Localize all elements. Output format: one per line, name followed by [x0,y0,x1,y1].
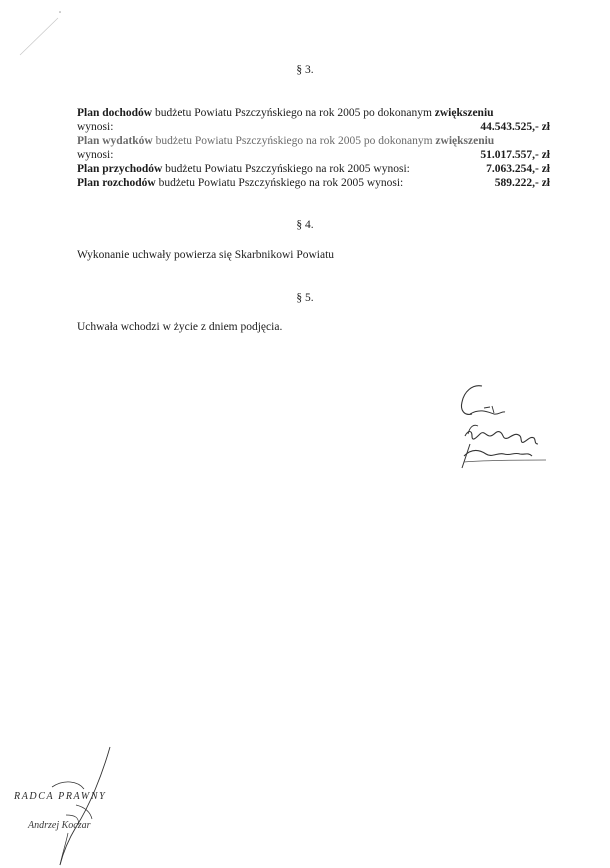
plan-wydatkow-amount-line [77,149,550,162]
plan-dochodow-amount-line [77,121,550,134]
scan-artifact-line [0,0,80,60]
wynosi-label: wynosi: [77,121,114,133]
plan-wydatkow-amount: 51.017.557,- zł [480,149,550,161]
plan-przychodow-line [77,163,550,176]
plan-rozchodow-amount: 589.222,- zł [494,177,550,189]
plan-rozchodow-text: budżetu Powiatu Pszczyńskiego na rok 2005 wynosi: [155,177,404,189]
plan-przychodow-text: budżetu Powiatu Pszczyńskiego na rok 2005 wynosi: [162,163,410,175]
plan-przychodow-amount: 7.063.254,- zł [486,163,550,175]
plan-dochodow-label: Plan dochodów [77,107,153,119]
stamp-name: Andrzej Koczar [28,820,91,831]
plan-wydatkow-line [77,135,550,148]
plan-dochodow-increase: zwiększeniu [434,107,494,119]
plan-dochodow-text: budżetu Powiatu Pszczyńskiego na rok 2005 po dokonanym [152,107,435,119]
plan-rozchodow-label: Plan rozchodów [77,177,156,189]
plan-dochodow-amount: 44.543.525,- zł [480,121,550,133]
handwritten-signature [450,378,560,478]
stamp-title: RADCA PRAWNY [14,791,107,802]
stamp-signature [20,745,130,868]
plan-wydatkow-text: budżetu Powiatu Pszczyńskiego na rok 2005 po dokonanym [152,135,436,147]
plan-przychodow-label: Plan przychodów [77,163,163,175]
section-5-text: Uchwała wchodzi w życie z dniem podjęcia. [77,321,283,333]
section-4-heading: § 4. [296,219,314,231]
section-4-text: Wykonanie uchwały powierza się Skarbnikowi Powiatu [77,249,335,261]
section-5-heading: § 5. [296,292,314,304]
plan-wydatkow-increase: zwiększeniu [435,135,495,147]
plan-dochodow-line [77,107,550,120]
section-3-heading: § 3. [296,64,314,76]
wynosi-label: wynosi: [77,149,114,161]
plan-wydatkow-label: Plan wydatków [77,135,153,147]
plan-rozchodow-line [77,177,550,190]
